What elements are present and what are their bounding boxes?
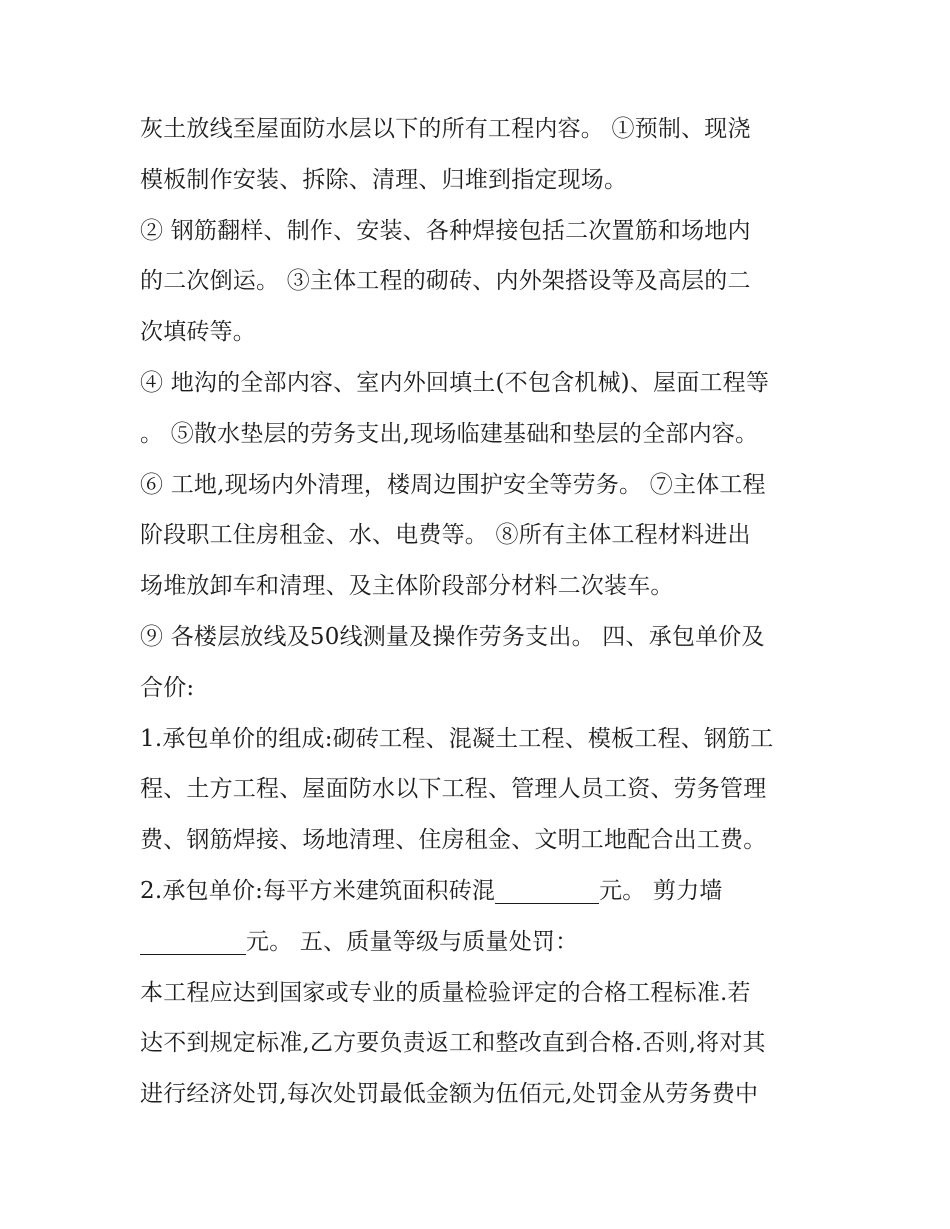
text-line: 次填砖等。 [140, 319, 256, 346]
text-line: 合价: [140, 674, 195, 701]
text-line: 进行经济处罚,每次处罚最低金额为伍佰元,处罚金从劳务费中 [140, 1081, 759, 1108]
price-line [140, 866, 830, 917]
text-line: 。 ⑤散水垫层的劳务支出,现场临建基础和垫层的全部内容。 [140, 420, 759, 447]
text-line: 达不到规定标准,乙方要负责返工和整改直到合格.否则,将对其 [140, 1030, 766, 1057]
text-line: 本工程应达到国家或专业的质量检验评定的合格工程标准.若 [140, 979, 751, 1006]
price-line-middle: 元。 剪力墙 [599, 877, 723, 904]
shear-wall-price-blank [140, 926, 246, 955]
penalty-heading-suffix: 元。 五、质量等级与质量处罚： [246, 928, 579, 955]
text-line: ② 钢筋翻样、制作、安装、各种焊接包括二次置筋和场地内 [140, 217, 751, 244]
brick-price-blank [495, 875, 599, 904]
text-line: ④ 地沟的全部内容、室内外回填土(不包含机械)、屋面工程等 [140, 369, 770, 396]
price-line-prefix: 2.承包单价:每平方米建筑面积砖混 [140, 877, 496, 904]
text-line: 灰土放线至屋面防水层以下的所有工程内容。 ①预制、现浇 [140, 116, 751, 142]
penalty-heading-line [140, 917, 830, 968]
text-line: ⑨ 各楼层放线及50线测量及操作劳务支出。 四、承包单价及 [140, 623, 765, 650]
text-line: ⑥ 工地,现场内外清理，楼周边围护安全等劳务。 ⑦主体工程 [140, 471, 766, 498]
text-line: 模板制作安装、拆除、清理、归堆到指定现场。 [140, 166, 628, 193]
text-line: 费、钢筋焊接、场地清理、住房租金、文明工地配合出工费。 [140, 827, 767, 854]
text-line: 阶段职工住房租金、水、电费等。 ⑧所有主体工程材料进出 [140, 522, 751, 549]
text-line: 程、土方工程、屋面防水以下工程、管理人员工资、劳务管理 [140, 776, 767, 803]
text-line: 1.承包单价的组成:砌砖工程、混凝土工程、模板工程、钢筋工 [140, 725, 774, 752]
text-line: 场堆放卸车和清理、及主体阶段部分材料二次装车。 [140, 573, 674, 600]
text-line: 的二次倒运。 ③主体工程的砌砖、内外架搭设等及高层的二 [140, 268, 751, 295]
document-body [140, 104, 830, 1120]
